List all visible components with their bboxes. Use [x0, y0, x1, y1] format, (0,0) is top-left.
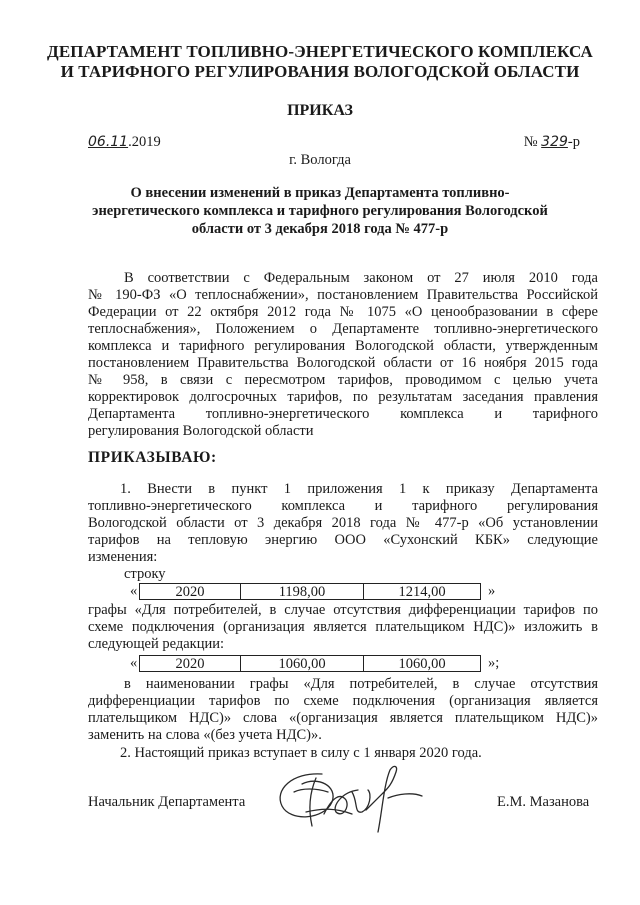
- item-2: 2. Настоящий приказ вступает в силу с 1 января 2020 года.: [120, 745, 482, 761]
- document-type: ПРИКАЗ: [287, 102, 353, 119]
- rename-line: плательщиком НДС)» слова «(организация является плательщиком НДС)»: [88, 710, 598, 726]
- close-quote: »;: [488, 655, 500, 671]
- department-title: [0, 42, 640, 82]
- replace-line: графы «Для потребителей, в случае отсутствия дифференциации тарифов по: [88, 602, 598, 618]
- preamble-line: регулирования Вологодской области: [88, 423, 314, 439]
- subject-line: области от 3 декабря 2018 года № 477-р: [191, 221, 449, 237]
- cell-year: 2020: [139, 655, 241, 672]
- number-sign: №: [523, 134, 538, 150]
- city: г. Вологда: [289, 152, 351, 168]
- preamble-line: № 958, в связи с пересмотром тарифов, проводимом с целью учета: [88, 372, 598, 388]
- open-quote: «: [130, 583, 138, 599]
- handwritten-number: 329: [541, 134, 568, 150]
- cell-value-1: 1198,00: [240, 583, 364, 600]
- preamble-line: Департамента топливно-энергетического комплекса и тарифного: [88, 406, 598, 422]
- replace-line: схеме подключения (организация является плательщиком НДС)» изложить в: [88, 619, 598, 635]
- cell-value-2: 1060,00: [363, 655, 481, 672]
- close-quote: »: [488, 583, 496, 599]
- signer-name: Е.М. Мазанова: [497, 794, 590, 810]
- replace-line: следующей редакции:: [88, 636, 225, 652]
- item-1-line: 1. Внести в пункт 1 приложения 1 к приказу Департамента: [120, 481, 598, 497]
- rename-line: в наименовании графы «Для потребителей, в случае отсутствия: [124, 676, 598, 692]
- order-date: [88, 134, 161, 151]
- preamble-line: постановлением Правительства Вологодской области от 16 ноября 2015 года: [88, 355, 598, 371]
- handwritten-date: 06.11: [88, 134, 129, 150]
- cell-value-1: 1060,00: [240, 655, 364, 672]
- tariff-row-new: [0, 655, 640, 672]
- handwritten-signature: [262, 762, 432, 840]
- department-title-line1: ДЕПАРТАМЕНТ ТОПЛИВНО-ЭНЕРГЕТИЧЕСКОГО КОМПЛЕКСА: [47, 42, 593, 61]
- item-1-line: топливно-энергетического комплекса и тарифного регулирования: [88, 498, 598, 514]
- item-1-line: тарифов на тепловую энергию ООО «Сухонский КБК» следующие: [88, 532, 598, 548]
- preamble-line: корректировок долгосрочных тарифов, по результатам заседания правления: [88, 389, 598, 405]
- subject-line: энергетического комплекса и тарифного регулирования Вологодской: [92, 203, 548, 219]
- cell-value-2: 1214,00: [363, 583, 481, 600]
- order-subject: [0, 184, 640, 238]
- subject-line: О внесении изменений в приказ Департамента топливно-: [130, 185, 510, 201]
- item-1-line: изменения:: [88, 549, 158, 565]
- open-quote: «: [130, 655, 138, 671]
- rename-line: заменить на слова «(без учета НДС)».: [88, 727, 322, 743]
- preamble-line: № 190-ФЗ «О теплоснабжении», постановлением Правительства Российской: [88, 287, 598, 303]
- preamble-line: комплекса и тарифного регулирования Вологодской области, утвержденным: [88, 338, 598, 354]
- preamble-line: Федерации от 22 октября 2012 года № 1075 «О ценообразовании в сфере: [88, 304, 598, 320]
- row-label: строку: [124, 566, 166, 582]
- signer-title: Начальник Департамента: [88, 794, 246, 810]
- preamble-line: В соответствии с Федеральным законом от 27 июля 2010 года: [124, 270, 598, 286]
- cell-year: 2020: [139, 583, 241, 600]
- preamble-line: теплоснабжения», Положением о Департаменте топливно-энергетического: [88, 321, 598, 337]
- decree-word: ПРИКАЗЫВАЮ:: [88, 449, 217, 466]
- order-number: [524, 134, 580, 151]
- number-suffix: -р: [567, 134, 580, 150]
- item-1-line: Вологодской области от 3 декабря 2018 года № 477-р «Об установлении: [88, 515, 598, 531]
- department-title-line2: И ТАРИФНОГО РЕГУЛИРОВАНИЯ ВОЛОГОДСКОЙ ОБЛАСТИ: [60, 62, 580, 81]
- order-year: .2019: [128, 134, 161, 150]
- tariff-row-old: [0, 583, 640, 600]
- rename-line: дифференциации тарифов по схеме подключения (организация является: [88, 693, 598, 709]
